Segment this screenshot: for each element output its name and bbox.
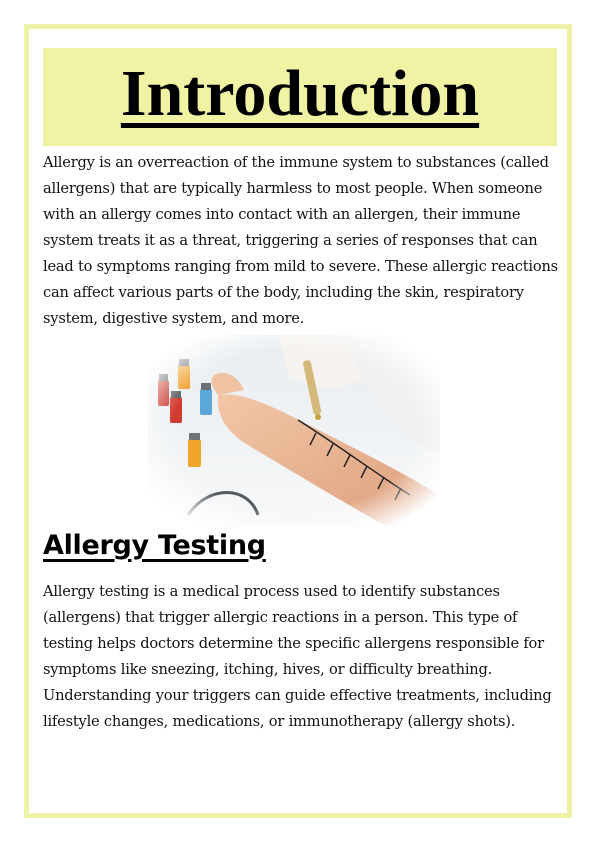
page-title: Introduction <box>120 57 480 130</box>
testing-paragraph: Allergy testing is a medical process used to identify substances (allergens) that trigger allergic reactions in a person. This type of testing helps doctors determine the specific allergens responsible for symptoms like sneezing, itching, hives, or difficulty breathing. Understanding your triggers can guide effective treatments, including lifestyle changes, medications, or immunotherapy (allergy shots). <box>43 583 552 730</box>
title-banner <box>43 48 557 146</box>
skin-prick-test-photo <box>148 335 440 527</box>
section-heading-allergy-testing: Allergy Testing <box>43 530 266 561</box>
intro-paragraph: Allergy is an overreaction of the immune system to substances (called allergens) that are typically harmless to most people. When someone with an allergy comes into contact with an allergen, their immune system treats it as a threat, triggering a series of responses that can lead to symptoms ranging from mild to severe. These allergic reactions can affect various parts of the body, including the skin, respiratory system, digestive system, and more. <box>43 154 558 327</box>
